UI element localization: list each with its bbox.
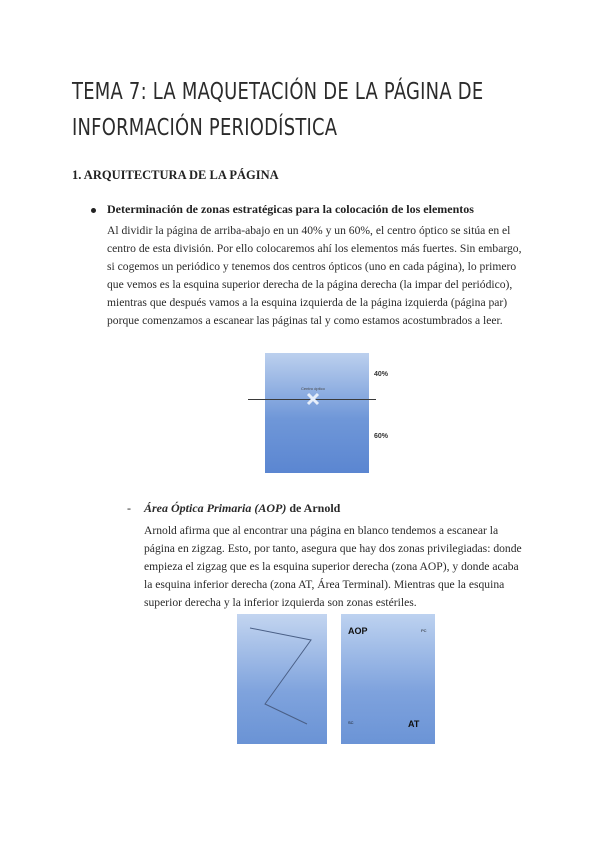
figure-label-40: 40% [374, 371, 389, 378]
zone-pc-label: PC [421, 628, 427, 633]
paragraph-arnold: Arnold afirma que al encontrar una página en blanco tendemos a escanear la página en zigzag. Esto, por tanto, asegura que hay dos zonas privilegiadas: donde empieza el zigzag que es la esquina superior derecha (zona AOP), y donde acaba la esquina inferior derecha (zona AT, Área Terminal). Mientras que la esquina superior derecha y la inferior izquierda son zonas estériles. [144, 524, 522, 609]
zigzag-path-icon [237, 614, 327, 744]
figure-center-label: Centro óptico [301, 386, 325, 391]
bullet-heading: Determinación de zonas estratégicas para la colocación de los elementos [107, 202, 474, 216]
zone-aop-label: AOP [348, 626, 368, 636]
list-dash: - [127, 501, 131, 515]
page-title: TEMA 7: LA MAQUETACIÓN DE LA PÁGINA DE INFORMACIÓN PERIODÍSTICA [72, 79, 484, 141]
sub-heading-aop [144, 501, 340, 516]
zone-at-label: AT [408, 719, 420, 729]
optical-center-cross-icon [306, 392, 320, 406]
zone-sc-label: SC [348, 720, 354, 725]
figure-label-60: 60% [374, 433, 389, 440]
section-heading: 1. ARQUITECTURA DE LA PÁGINA [72, 168, 279, 182]
sub-heading-aop-rest: de Arnold [286, 501, 341, 515]
figure-page-division [265, 353, 369, 473]
sub-heading-aop-italic: Área Óptica Primaria (AOP) [144, 501, 287, 515]
bullet-dot-icon [91, 208, 96, 213]
paragraph-optical-center: Al dividir la página de arriba-abajo en un 40% y un 60%, el centro óptico se sitúa en el centro de esta división. Por ello colocaremos ahí los elementos más fuertes. Sin embargo, si cogemos un periódico y tenemos dos centros ópticos (uno en cada página), lo primero que vemos es la esquina superior derecha de la página derecha (la impar del periódico), mientras que después vamos a la esquina izquierda de la página izquierda (página par) porque comenzamos a escanear las páginas tal y como estamos acostumbrados a leer. [107, 224, 522, 327]
figure-aop-zones [341, 614, 435, 744]
